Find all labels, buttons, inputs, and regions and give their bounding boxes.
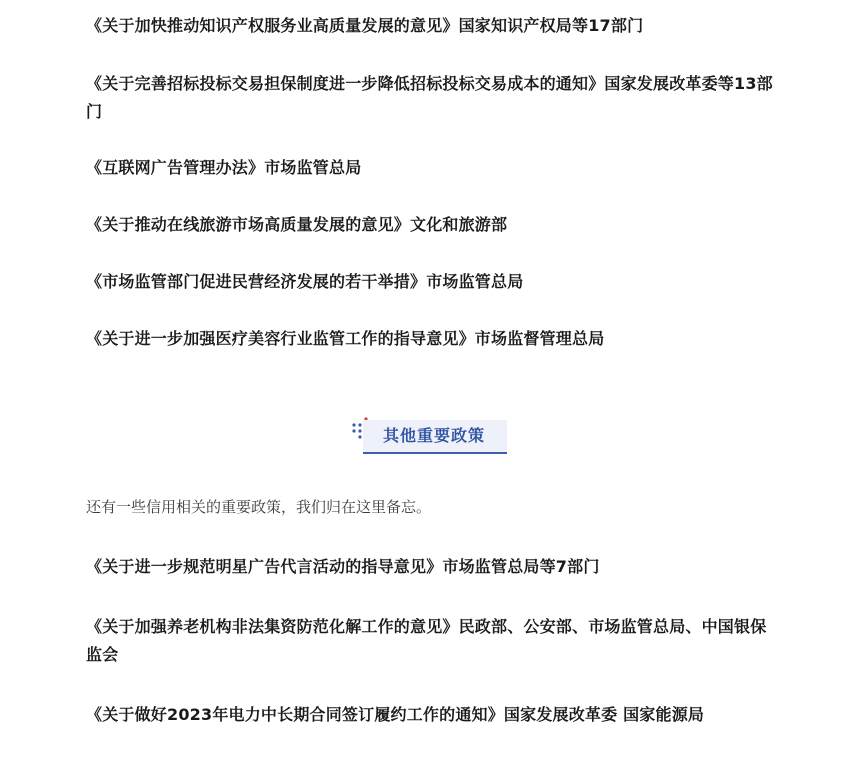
policy-item: 《关于进一步规范明星广告代言活动的指导意见》市场监管总局等7部门 bbox=[86, 557, 600, 576]
section-heading bbox=[345, 416, 510, 454]
policy-item: 《市场监管部门促进民营经济发展的若干举措》市场监管总局 bbox=[86, 272, 524, 291]
policy-item: 《关于加强养老机构非法集资防范化解工作的意见》民政部、公安部、市场监管总局、中国银保监会 bbox=[86, 617, 767, 664]
heading-box bbox=[363, 420, 507, 454]
section-title: 其他重要政策 bbox=[383, 426, 486, 445]
policy-item: 《关于完善招标投标交易担保制度进一步降低招标投标交易成本的通知》国家发展改革委等13部门 bbox=[86, 74, 773, 121]
policy-item: 《关于加快推动知识产权服务业高质量发展的意见》国家知识产权局等17部门 bbox=[86, 16, 644, 35]
policy-item: 《关于进一步加强医疗美容行业监管工作的指导意见》市场监督管理总局 bbox=[86, 329, 605, 348]
section-intro: 还有一些信用相关的重要政策，我们归在这里备忘。 bbox=[86, 498, 432, 516]
policy-item: 《关于做好2023年电力中长期合同签订履约工作的通知》国家发展改革委 国家能源局 bbox=[86, 705, 705, 724]
policy-item: 《互联网广告管理办法》市场监管总局 bbox=[86, 158, 362, 177]
policy-item: 《关于推动在线旅游市场高质量发展的意见》文化和旅游部 bbox=[86, 215, 508, 234]
